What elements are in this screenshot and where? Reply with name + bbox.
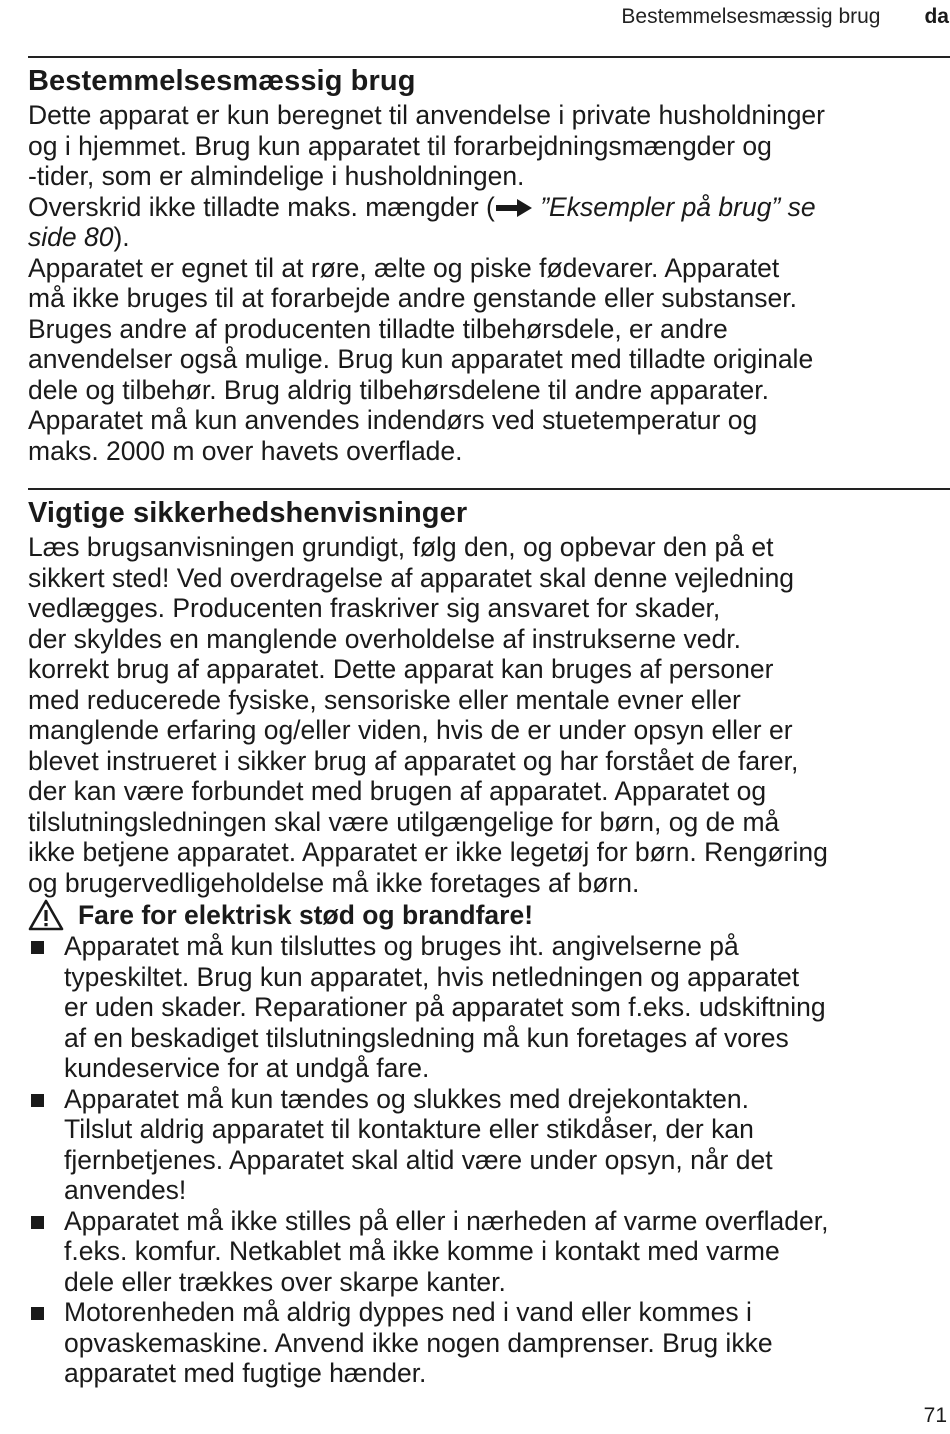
text-line: Motorenheden må aldrig dyppes ned i vand eller kommes i <box>64 1297 752 1327</box>
text-line: korrekt brug af apparatet. Dette apparat kan bruges af personer <box>28 654 774 684</box>
section-safety <box>28 494 948 1389</box>
text-line: fjernbetjenes. Apparatet skal altid være under opsyn, når det <box>64 1144 773 1175</box>
reference-suffix: ). <box>113 222 130 252</box>
text-line: -tider, som er almindelige i husholdningen. <box>28 161 525 191</box>
section-heading: Vigtige sikkerhedshenvisninger <box>28 497 468 529</box>
page-header <box>621 4 950 30</box>
safety-list <box>28 931 948 1389</box>
text-line: Apparatet er egnet til at røre, ælte og piske fødevarer. Apparatet <box>28 252 780 283</box>
text-line: f.eks. komfur. Netkablet må ikke komme i kontakt med varme <box>64 1236 780 1266</box>
text-line: og brugervedligeholdelse må ikke foretages af børn. <box>28 867 640 898</box>
text-line: må ikke bruges til at forarbejde andre genstande eller substanser. <box>28 283 797 313</box>
section-body <box>28 100 948 466</box>
text-line: ikke betjene apparatet. Apparatet er ikke legetøj for børn. Rengøring <box>28 837 828 867</box>
text-line: med reducerede fysiske, sensoriske eller mentale evner eller <box>28 684 741 715</box>
text-line: sikkert sted! Ved overdragelse af apparatet skal denne vejledning <box>28 562 795 593</box>
text-line: af en beskadiget tilslutningsledning må kun foretages af vores <box>64 1022 789 1053</box>
list-item <box>28 1297 948 1389</box>
text-line: maks. 2000 m over havets overflade. <box>28 435 463 466</box>
text-line: der skyldes en manglende overholdelse af instrukserne vedr. <box>28 623 741 654</box>
square-bullet-icon <box>31 1216 44 1229</box>
text-line: Apparatet må kun anvendes indendørs ved stuetemperatur og <box>28 405 758 435</box>
text-line: manglende erfaring og/eller viden, hvis de er under opsyn eller er <box>28 715 793 745</box>
text-line: Apparatet må kun tændes og slukkes med drejekontakten. <box>64 1083 749 1114</box>
warning-text: Fare for elektrisk stød og brandfare! <box>78 899 534 930</box>
text-line: og i hjemmet. Brug kun apparatet til forarbejdningsmængder og <box>28 130 772 161</box>
text-line: anvendelser også mulige. Brug kun apparatet med tilladte originale <box>28 344 814 374</box>
text-line: Apparatet må kun tilsluttes og bruges iht. angivelserne på <box>64 931 739 961</box>
text-line: Dette apparat er kun beregnet til anvendelse i private husholdninger <box>28 100 825 130</box>
text-line: anvendes! <box>64 1175 187 1205</box>
warning-heading <box>28 899 948 931</box>
reference-link[interactable]: ”Eksempler på brug” se <box>532 191 816 222</box>
text-line: vedlægges. Producenten fraskriver sig ansvaret for skader, <box>28 593 721 623</box>
section-body <box>28 532 948 898</box>
text-line: Apparatet må ikke stilles på eller i nærheden af varme overflader, <box>64 1205 829 1236</box>
square-bullet-icon <box>31 941 44 954</box>
header-language: da <box>924 5 949 28</box>
text-line: apparatet med fugtige hænder. <box>64 1358 427 1388</box>
text-line: Tilslut aldrig apparatet til kontakture eller stikdåser, der kan <box>64 1114 754 1144</box>
text-line: der kan være forbundet med brugen af apparatet. Apparatet og <box>28 776 767 806</box>
section-divider <box>28 56 950 58</box>
text-line: tilslutningsledningen skal være utilgængelige for børn, og de må <box>28 806 780 837</box>
page-number: 71 <box>923 1404 947 1427</box>
text-line: blevet instrueret i sikker brug af apparatet og har forstået de farer, <box>28 745 799 776</box>
reference-prefix: Overskrid ikke tilladte maks. mængder ( <box>28 191 495 222</box>
text-line: Bruges andre af producenten tilladte tilbehørsdele, er andre <box>28 313 728 344</box>
list-item <box>28 931 948 1084</box>
reference-page[interactable]: side 80 <box>28 222 114 252</box>
text-line: typeskiltet. Brug kun apparatet, hvis netledningen og apparatet <box>64 961 800 992</box>
arrow-right-icon <box>495 198 533 218</box>
square-bullet-icon <box>31 1094 44 1107</box>
list-item <box>28 1084 948 1206</box>
text-line: kundeservice for at undgå fare. <box>64 1053 430 1083</box>
text-line: Læs brugsanvisningen grundigt, følg den, og opbevar den på et <box>28 532 774 562</box>
text-line: dele eller trækkes over skarpe kanter. <box>64 1266 506 1297</box>
section-divider <box>28 488 950 490</box>
list-item <box>28 1206 948 1298</box>
section-heading: Bestemmelsesmæssig brug <box>28 65 416 97</box>
reference-line <box>28 192 948 223</box>
text-line: opvaskemaskine. Anvend ikke nogen damprenser. Brug ikke <box>64 1327 773 1358</box>
warning-triangle-icon <box>28 899 64 931</box>
reference-line-cont <box>28 222 948 253</box>
text-line: er uden skader. Reparationer på apparatet som f.eks. udskiftning <box>64 992 826 1022</box>
section-intended-use <box>28 62 948 466</box>
square-bullet-icon <box>31 1307 44 1320</box>
text-line: dele og tilbehør. Brug aldrig tilbehørsdelene til andre apparater. <box>28 374 769 405</box>
header-title: Bestemmelsesmæssig brug <box>621 5 881 28</box>
